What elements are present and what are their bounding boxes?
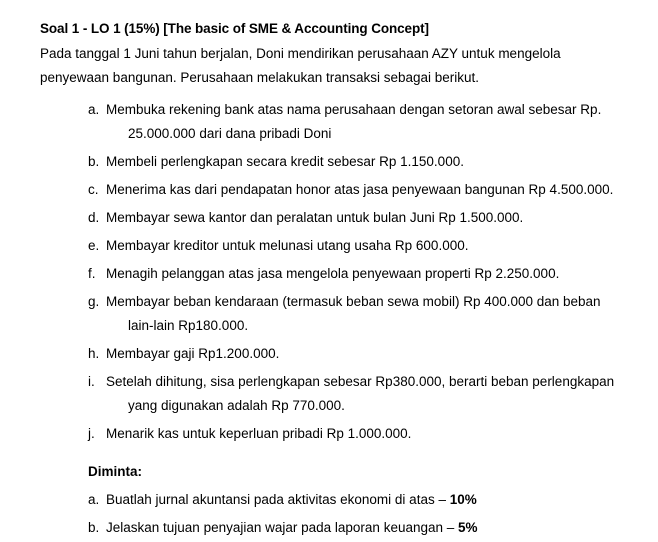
list-item-text: Menerima kas dari pendapatan honor atas jasa penyewaan bangunan Rp 4.500.000.: [106, 182, 614, 197]
list-item: [88, 290, 620, 338]
list-item-marker: h.: [88, 346, 100, 361]
list-item-text: Setelah dihitung, sisa perlengkapan sebesar Rp380.000, berarti beban perlengkapan: [106, 374, 615, 389]
list-item-text: Membeli perlengkapan secara kredit sebesar Rp 1.150.000.: [106, 154, 464, 169]
list-item-marker: f.: [88, 266, 96, 281]
list-item: [88, 370, 620, 418]
required-item-text: Jelaskan tujuan penyajian wajar pada laporan keuangan –: [106, 520, 459, 535]
list-item: [88, 98, 620, 146]
required-item-marker: a.: [88, 492, 100, 507]
list-item: [88, 422, 620, 446]
list-item-marker: e.: [88, 238, 100, 253]
list-item: [88, 178, 620, 202]
required-item: [88, 516, 620, 540]
required-item-weight: 10%: [449, 492, 477, 507]
list-item-marker: j.: [88, 426, 95, 441]
required-section: [40, 460, 620, 540]
list-item-text: Membayar kreditor untuk melunasi utang usaha Rp 600.000.: [106, 238, 469, 253]
list-item-continuation: 25.000.000 dari dana pribadi Doni: [128, 126, 332, 141]
list-item: [88, 150, 620, 174]
list-item-text: Membayar sewa kantor dan peralatan untuk bulan Juni Rp 1.500.000.: [106, 210, 524, 225]
transaction-list: [40, 98, 620, 446]
page-title: Soal 1 - LO 1 (15%) [The basic of SME & Accounting Concept]: [40, 21, 429, 36]
list-item-marker: a.: [88, 102, 100, 117]
list-item-text: Membayar beban kendaraan (termasuk beban sewa mobil) Rp 400.000 dan beban: [106, 294, 601, 309]
list-item-marker: c.: [88, 182, 99, 197]
intro-paragraph-line-1: Pada tanggal 1 Juni tahun berjalan, Doni mendirikan perusahaan AZY untuk mengelola: [40, 46, 561, 61]
required-item-container: [88, 488, 620, 540]
list-item-text: Membayar gaji Rp1.200.000.: [106, 346, 280, 361]
list-item-marker: b.: [88, 154, 100, 169]
intro-paragraph-line-2: penyewaan bangunan. Perusahaan melakukan transaksi sebagai berikut.: [40, 70, 480, 85]
list-item: [88, 206, 620, 230]
list-item: [88, 262, 620, 286]
list-item: [88, 342, 620, 366]
required-item-weight: 5%: [458, 520, 478, 535]
list-item-marker: d.: [88, 210, 100, 225]
list-item-marker: i.: [88, 374, 95, 389]
list-item-text: Membuka rekening bank atas nama perusahaan dengan setoran awal sebesar Rp.: [106, 102, 602, 117]
list-item-marker: g.: [88, 294, 100, 309]
list-item-text: Menagih pelanggan atas jasa mengelola penyewaan properti Rp 2.250.000.: [106, 266, 560, 281]
required-item-marker: b.: [88, 520, 100, 535]
required-item: [88, 488, 620, 512]
required-heading: Diminta:: [88, 464, 142, 479]
list-item-continuation: yang digunakan adalah Rp 770.000.: [128, 398, 345, 413]
list-item: [88, 234, 620, 258]
list-item-continuation: lain-lain Rp180.000.: [128, 318, 249, 333]
list-item-text: Menarik kas untuk keperluan pribadi Rp 1.000.000.: [106, 426, 412, 441]
required-item-text: Buatlah jurnal akuntansi pada aktivitas ekonomi di atas –: [106, 492, 450, 507]
